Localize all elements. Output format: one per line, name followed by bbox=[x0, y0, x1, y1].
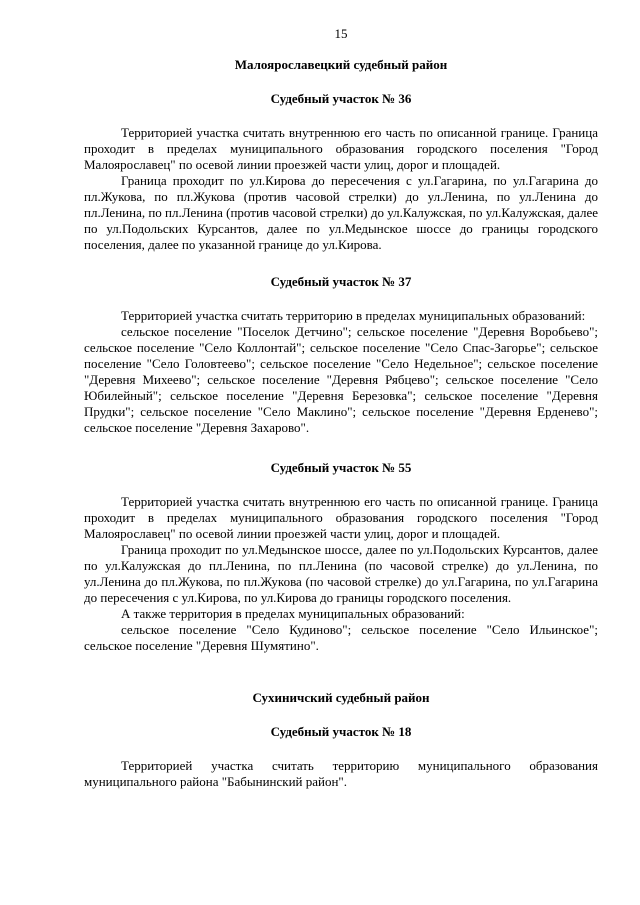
page-number: 15 bbox=[334, 26, 348, 41]
section-18-paragraph-1: Территорией участка считать территорию муниципального образования муниципального района "Бабынинский район". bbox=[84, 758, 598, 789]
section-37-paragraph-2: сельское поселение "Поселок Детчино"; сельское поселение "Деревня Воробьево"; сельское поселение "Село Коллонтай"; сельское поселение "Село Спас-Загорье"; сельское поселение "Село Головтеево"; сельское поселение "Село Недельное"; сельское поселение "Деревня Михеево"; сельское поселение "Деревня Рябцево"; сельское поселение "Село Юбилейный"; сельское поселение "Деревня Березовка"; сельское поселение "Деревня Прудки"; сельское поселение "Село Маклино"; сельское поселение "Деревня Ерденево"; сельское поселение "Деревня Захарово". bbox=[84, 324, 598, 435]
section-37-paragraph-1: Территорией участка считать территорию в пределах муниципальных образований: bbox=[121, 308, 586, 323]
document-page bbox=[84, 26, 598, 790]
section-title-18: Судебный участок № 18 bbox=[270, 724, 412, 739]
section-title-37: Судебный участок № 37 bbox=[270, 274, 412, 289]
section-55-paragraph-1: Территорией участка считать внутреннюю его часть по описанной границе. Граница проходит в пределах муниципального образования городского поселения "Город Малоярославец" по осевой линии проезжей части улиц, дорог и площадей. bbox=[84, 494, 598, 541]
section-36-paragraph-1: Территорией участка считать внутреннюю его часть по описанной границе. Граница проходит в пределах муниципального образования городского поселения "Город Малоярославец" по осевой линии проезжей части улиц, дорог и площадей. bbox=[84, 125, 598, 172]
district-title-sukhinichi: Сухиничский судебный район bbox=[252, 690, 430, 705]
section-title-36: Судебный участок № 36 bbox=[270, 91, 412, 106]
section-55-paragraph-3: А также территория в пределах муниципальных образований: bbox=[121, 606, 465, 621]
section-36-paragraph-2: Граница проходит по ул.Кирова до пересечения с ул.Гагарина, по ул.Гагарина до пл.Жукова, по пл.Жукова (против часовой стрелки) до ул.Ленина, по ул.Ленина до пл.Ленина, по пл.Ленина (против часовой стрелки) до ул.Калужская, по ул.Калужская, далее по ул.Подольских Курсантов, далее по ул.Медынское шоссе до границы городского поселения, далее по указанной границе до ул.Кирова. bbox=[84, 173, 598, 252]
section-title-55: Судебный участок № 55 bbox=[270, 460, 412, 475]
section-55-paragraph-4: сельское поселение "Село Кудиново"; сельское поселение "Село Ильинское"; сельское поселение "Деревня Шумятино". bbox=[84, 622, 598, 653]
section-55-paragraph-2: Граница проходит по ул.Медынское шоссе, далее по ул.Подольских Курсантов, далее по ул.Калужская до пл.Ленина, по пл.Ленина (по часовой стрелке) до ул.Ленина, по ул.Ленина до пл.Жукова, по пл.Жукова (по часовой стрелке) до ул.Гагарина, по ул.Гагарина до пересечения с ул.Кирова, по ул.Кирова до границы городского поселения. bbox=[84, 542, 598, 605]
district-title-maloyaroslavets: Малоярославецкий судебный район bbox=[234, 57, 448, 72]
